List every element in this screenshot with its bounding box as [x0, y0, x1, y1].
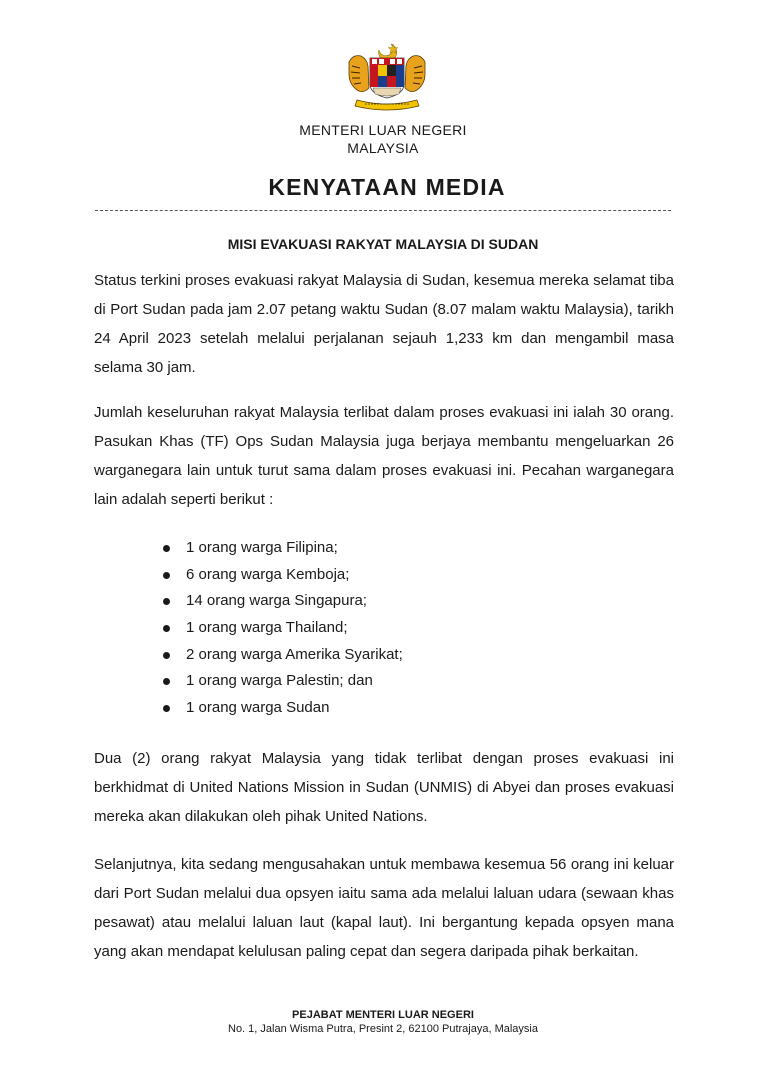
- paragraph-unmis-staff: Dua (2) orang rakyat Malaysia yang tidak terlibat dengan proses evakuasi ini berkhidmat di United Nations Mission in Sudan (UNMIS) di Abyei dan proses evakuasi mereka akan dilakukan oleh pihak United Nations.: [94, 750, 674, 825]
- list-item: [163, 642, 403, 669]
- footer-office-name: PEJABAT MENTERI LUAR NEGERI: [292, 1009, 474, 1021]
- statement-subject: MISI EVAKUASI RAKYAT MALAYSIA DI SUDAN: [227, 236, 539, 252]
- bullet-icon: [163, 598, 170, 605]
- header-divider: [95, 210, 671, 211]
- paragraph-status: Status terkini proses evakuasi rakyat Malaysia di Sudan, kesemua mereka selamat tiba di Port Sudan pada jam 2.07 petang waktu Sudan (8.07 malam waktu Malaysia), tarikh 24 April 2023 setelah melalui perjalanan sejauh 1,233 km dan mengambil masa selama 30 jam.: [94, 272, 674, 376]
- list-item-text: 1 orang warga Sudan: [186, 699, 330, 717]
- bullet-icon: [163, 572, 170, 579]
- list-item-text: 1 orang warga Filipina;: [186, 539, 338, 556]
- bullet-icon: [163, 625, 170, 632]
- list-item-text: 1 orang warga Palestin; dan: [186, 672, 373, 690]
- paragraph-next-steps: Selanjutnya, kita sedang mengusahakan untuk membawa kesemua 56 orang ini keluar dari Port Sudan melalui dua opsyen iaitu sama ada melalui laluan udara (sewaan khas pesawat) atau melalui laluan laut (kapal laut). Ini bergantung kepada opsyen mana yang akan mendapat kelulusan paling cepat dan segera daripada pihak berkaitan.: [94, 856, 674, 960]
- country-name: MALAYSIA: [347, 140, 419, 156]
- list-item: [163, 668, 403, 695]
- list-item: [163, 615, 403, 642]
- list-item-text: 14 orang warga Singapura;: [186, 592, 367, 610]
- footer-address: No. 1, Jalan Wisma Putra, Presint 2, 62100 Putrajaya, Malaysia: [228, 1023, 538, 1035]
- list-item: [163, 588, 403, 615]
- list-item-text: 1 orang warga Thailand;: [186, 619, 348, 637]
- list-item: [163, 695, 403, 722]
- nationals-list: [163, 535, 403, 722]
- list-item: [163, 535, 403, 562]
- bullet-icon: [163, 705, 170, 712]
- bullet-icon: [163, 652, 170, 659]
- list-item: [163, 562, 403, 589]
- bullet-icon: [163, 678, 170, 685]
- paragraph-total-evacuees: Jumlah keseluruhan rakyat Malaysia terlibat dalam proses evakuasi ini ialah 30 orang. Pasukan Khas (TF) Ops Sudan Malaysia juga berjaya membantu mengeluarkan 26 warganegara lain untuk turut sama dalam proses evakuasi ini. Pecahan warganegara lain adalah seperti berikut :: [94, 404, 674, 508]
- bullet-icon: [163, 545, 170, 552]
- list-item-text: 2 orang warga Amerika Syarikat;: [186, 645, 403, 663]
- malaysia-coat-of-arms-icon: [343, 40, 431, 112]
- list-item-text: 6 orang warga Kemboja;: [186, 565, 350, 583]
- document-type-heading: KENYATAAN MEDIA: [268, 174, 506, 200]
- ministry-name: MENTERI LUAR NEGERI: [299, 122, 467, 138]
